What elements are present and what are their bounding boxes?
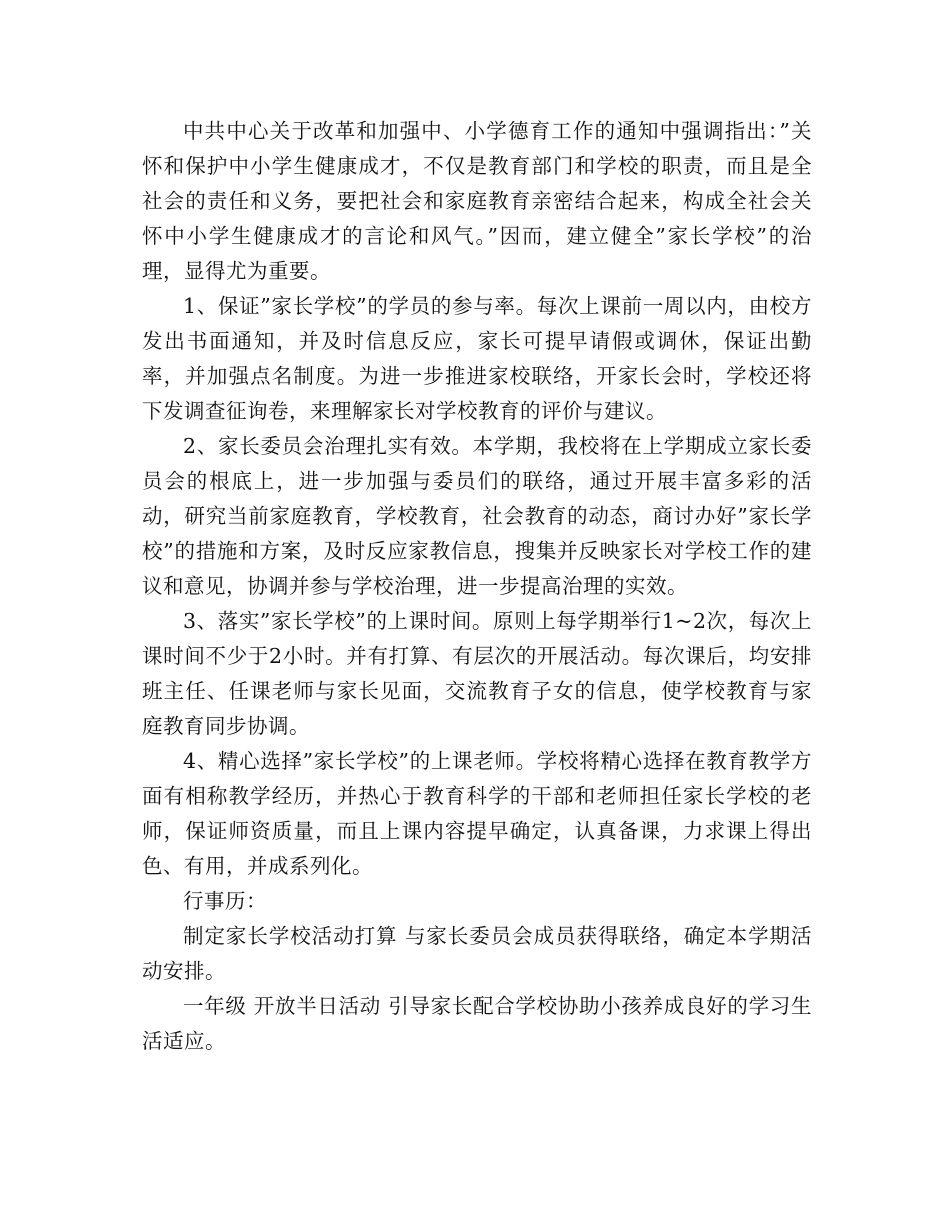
document-body bbox=[142, 114, 812, 1059]
paragraph-schedule-entry-2: 一年级 开放半日活动 引导家长配合学校协助小孩养成良好的学习生活适应。 bbox=[142, 994, 812, 1053]
paragraph-item-4: 4、精心选择”家长学校”的上课老师。学校将精心选择在教育教学方面有相称教学经历，并热心于教育科学的干部和老师担任家长学校的老师，保证师资质量，而且上课内容提早确定，认真备课，力求课上得出色、有用，并成系列化。 bbox=[142, 749, 812, 878]
paragraph-item-1: 1、保证”家长学校”的学员的参与率。每次上课前一周以内，由校方发出书面通知，并及时信息反应，家长可提早请假或调休，保证出勤率，并加强点名制度。为进一步推进家校联络，开家长会时，学校还将下发调查征询卷，来理解家长对学校教育的评价与建议。 bbox=[142, 294, 812, 423]
paragraph-item-3: 3、落实”家长学校”的上课时间。原则上每学期举行1~2次，每次上课时间不少于2小时。并有打算、有层次的开展活动。每次课后，均安排班主任、任课老师与家长见面，交流教育子女的信息，使学校教育与家庭教育同步协调。 bbox=[142, 609, 812, 738]
paragraph-item-2: 2、家长委员会治理扎实有效。本学期，我校将在上学期成立家长委员会的根底上，进一步加强与委员们的联络，通过开展丰富多彩的活动，研究当前家庭教育，学校教育，社会教育的动态，商讨办好”家长学校”的措施和方案，及时反应家教信息，搜集并反映家长对学校工作的建议和意见，协调并参与学校治理，进一步提高治理的实效。 bbox=[142, 434, 812, 598]
paragraph-intro: 中共中心关于改革和加强中、小学德育工作的通知中强调指出：”关怀和保护中小学生健康成才，不仅是教育部门和学校的职责，而且是全社会的责任和义务，要把社会和家庭教育亲密结合起来，构成全社会关怀中小学生健康成才的言论和风气。”因而，建立健全”家长学校”的治理，显得尤为重要。 bbox=[142, 119, 812, 283]
paragraph-schedule-entry-1: 制定家长学校活动打算 与家长委员会成员获得联络，确定本学期活动安排。 bbox=[142, 924, 812, 983]
paragraph-schedule-heading: 行事历： bbox=[183, 889, 267, 913]
